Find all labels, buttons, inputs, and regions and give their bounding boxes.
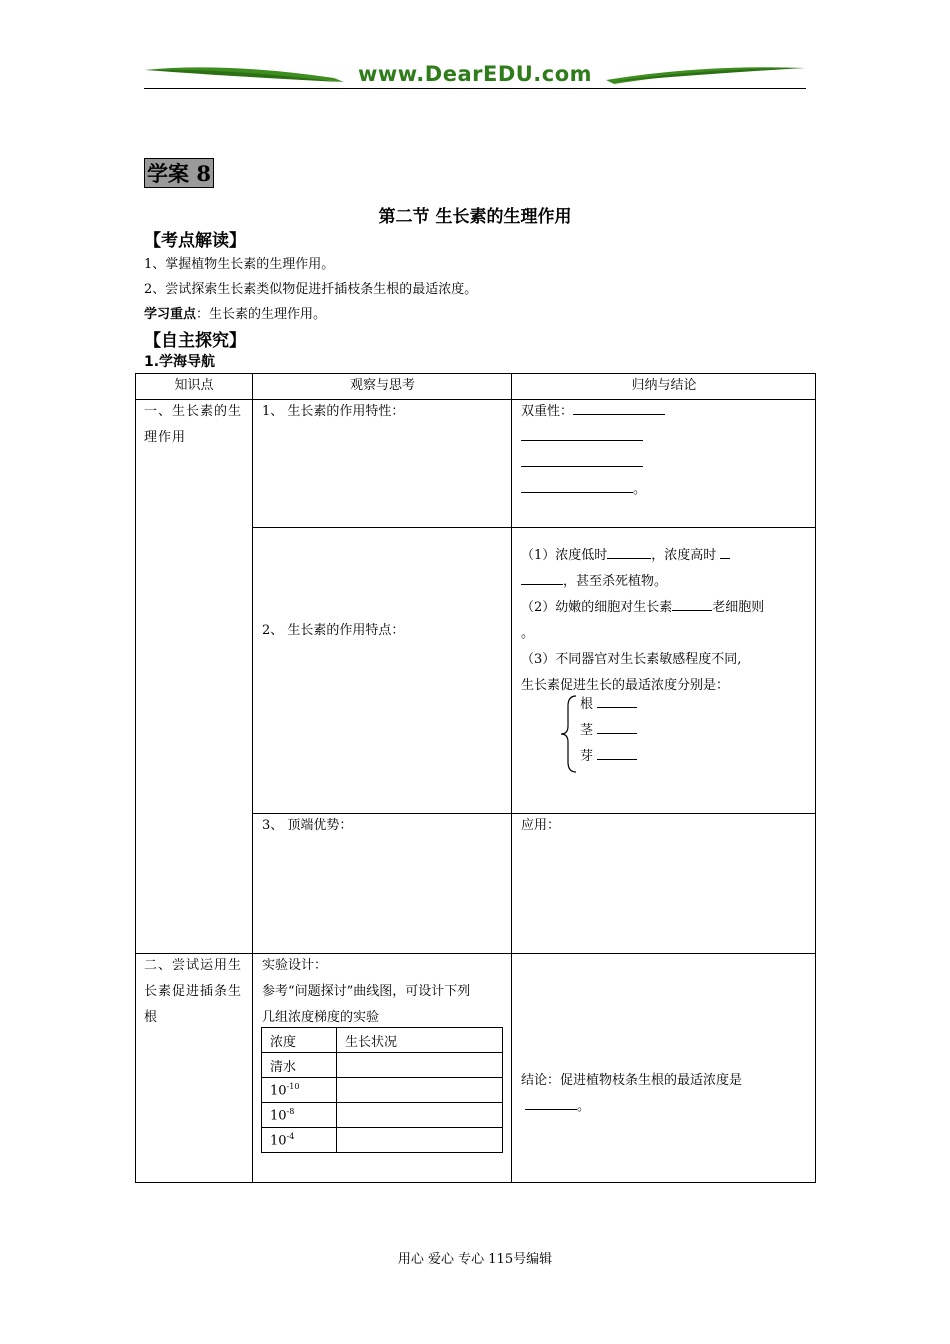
table-row [262,1078,503,1103]
organ-root: 根 [580,697,594,712]
optimal-concentration-text: 生长素促进生长的最适浓度分别是： [521,678,730,693]
blank[interactable] [597,745,637,760]
brace-icon [558,694,580,774]
high-concentration-label: ，浓度高时 [651,548,717,563]
row3-observe: 3、 顶端优势： [262,818,353,833]
row1-observe: 1、 生长素的作用特性： [262,404,405,419]
table-row [262,1053,503,1078]
section-heading-self-study: 【自主探究】 [144,331,246,351]
growth-cell[interactable] [337,1128,503,1153]
concentration-cell: $10^{-4}$ [262,1128,337,1153]
row1-conclusion [521,399,811,503]
period: 。 [577,1099,591,1114]
topic-2: 二、尝试运用生长素促进插条生根 [144,958,243,1025]
blank[interactable] [672,596,712,611]
row2-conclusion [521,543,811,699]
old-cells-text: 老细胞则 [712,600,765,615]
organ-stem: 茎 [580,723,594,738]
blank[interactable] [521,570,563,585]
table-row [262,1128,503,1153]
site-logo: www.DearEDU.com [357,62,593,86]
design-text-1: 参考“问题探讨”曲线图，可设计下列 [262,984,471,999]
table-header-observe: 观察与思考 [349,378,415,393]
organ-bud: 芽 [580,749,594,764]
page-title: 第二节 生长素的生理作用 [378,207,572,227]
blank[interactable] [607,544,651,559]
organ-list [580,692,637,770]
header-rule [144,88,806,89]
blank[interactable] [720,544,730,559]
concentration-cell: $10^{-8}$ [262,1103,337,1128]
study-focus [144,303,326,322]
blank[interactable] [597,693,637,708]
kill-plant-text: ，甚至杀死植物。 [563,574,668,589]
objective-1: 1、掌握植物生长素的生理作用。 [144,257,335,272]
topic-1: 一、生长素的生理作用 [144,404,243,445]
table-header-knowledge: 知识点 [174,378,214,393]
row3-conclusion: 应用： [521,818,561,833]
period: 。 [633,482,647,497]
inner-header-growth: 生长状况 [337,1028,503,1053]
blank[interactable] [573,400,665,415]
design-label: 实验设计： [262,958,328,973]
concentration-table [261,1027,503,1153]
page-footer: 用心 爱心 专心 115号编辑 [397,1252,553,1267]
row4-design [262,953,507,1031]
period: 。 [521,626,535,641]
table-header-conclude: 归纳与结论 [631,378,697,393]
study-focus-label: 学习重点 [144,307,197,322]
inner-header-concentration: 浓度 [262,1028,337,1053]
lesson-badge: 学案 8 [144,158,214,188]
young-cells-text: （2）幼嫩的细胞对生长素 [521,600,673,615]
section-heading-key-points: 【考点解读】 [144,231,246,251]
growth-cell[interactable] [337,1053,503,1078]
blank[interactable] [521,478,633,493]
low-concentration-label: （1）浓度低时 [521,548,608,563]
table-row [262,1028,503,1053]
growth-cell[interactable] [337,1078,503,1103]
blank[interactable] [521,452,643,467]
blank[interactable] [597,719,637,734]
subheading-navigation: 1.学海导航 [144,354,216,370]
organ-sensitivity-text: （3）不同器官对生长素敏感程度不同, [521,652,742,667]
table-row [262,1103,503,1128]
duality-label: 双重性： [521,404,574,419]
design-text-2: 几组浓度梯度的实验 [262,1010,380,1025]
growth-cell[interactable] [337,1103,503,1128]
row4-conclusion [521,1068,811,1120]
blank[interactable] [525,1095,577,1110]
objective-2: 2、尝试探索生长素类似物促进扦插枝条生根的最适浓度。 [144,282,478,297]
concentration-cell: 清水 [262,1053,337,1078]
conclusion-text: 结论：促进植物枝条生根的最适浓度是 [521,1073,743,1088]
blank[interactable] [521,426,643,441]
study-focus-text: ：生长素的生理作用。 [196,307,327,322]
concentration-cell: $10^{-10}$ [262,1078,337,1103]
row2-observe: 2、 生长素的作用特点： [262,623,405,638]
